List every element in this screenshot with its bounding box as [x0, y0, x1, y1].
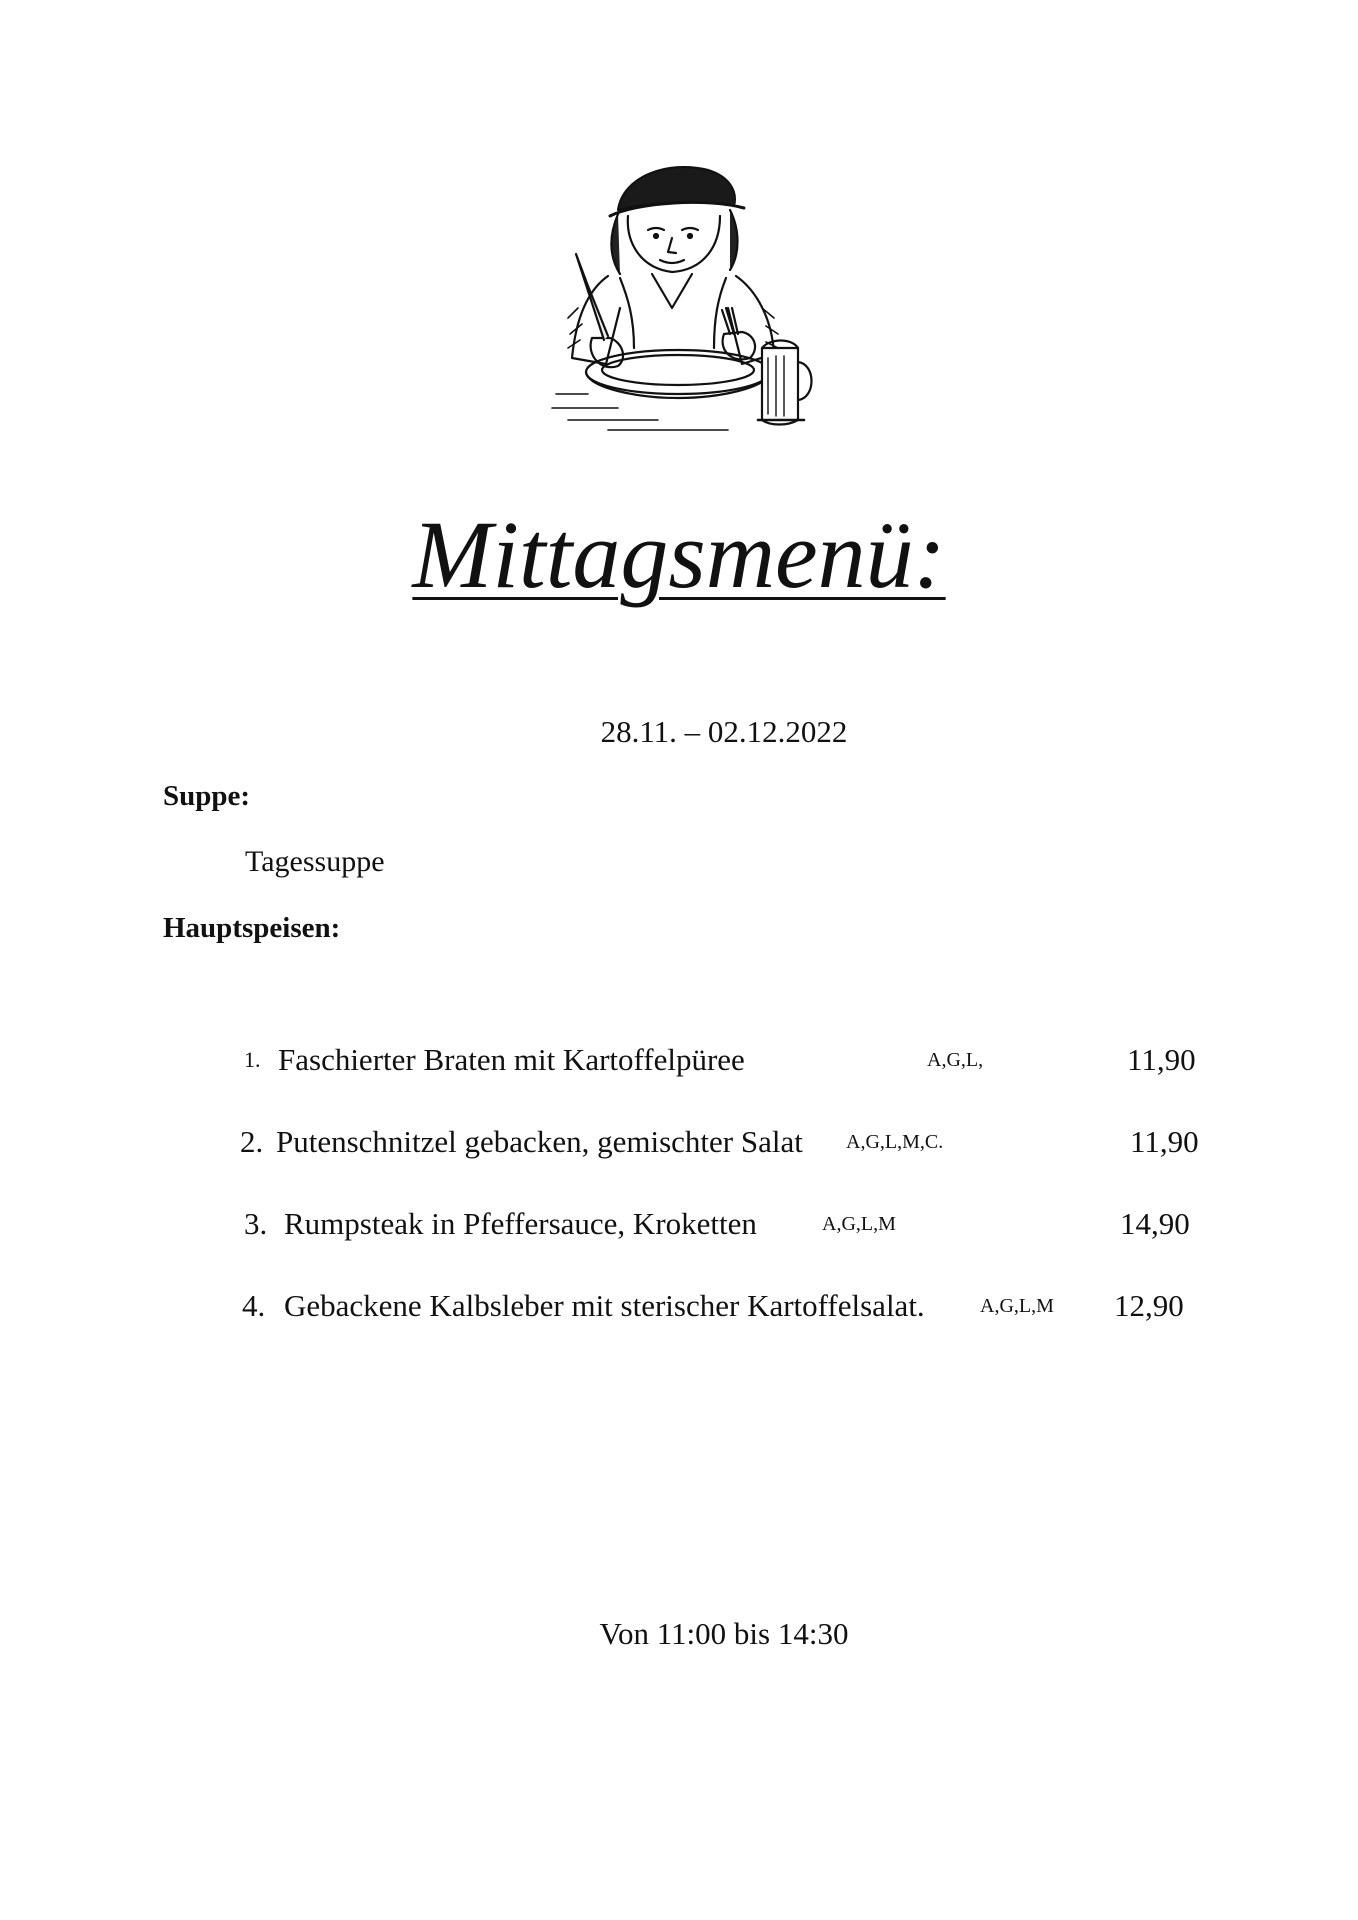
dish-price: 12,90 [1114, 1288, 1184, 1323]
man-eating-illustration [548, 158, 818, 434]
menu-title-text: Mittagsmenü: [412, 501, 946, 608]
dish-row-1 [0, 1038, 1358, 1082]
dish-number: 1. [244, 1047, 261, 1072]
dish-allergens: A,G,L,M [822, 1213, 896, 1235]
mains-heading: Hauptspeisen: [163, 912, 341, 944]
dish-number: 4. [242, 1288, 266, 1323]
soup-item: Tagessuppe [245, 845, 385, 878]
dish-allergens: A,G,L,M,C. [846, 1131, 944, 1153]
dish-row-3 [0, 1202, 1358, 1246]
dish-number: 3. [244, 1206, 268, 1241]
dish-number: 2. [240, 1124, 264, 1159]
dish-row-2 [0, 1120, 1358, 1164]
dish-row-4 [0, 1284, 1358, 1328]
dish-price: 11,90 [1130, 1124, 1199, 1159]
serving-hours: Von 11:00 bis 14:30 [599, 1616, 849, 1651]
date-range: 28.11. – 02.12.2022 [600, 714, 848, 749]
dish-price: 11,90 [1127, 1042, 1196, 1077]
dish-price: 14,90 [1120, 1206, 1190, 1241]
dish-name: Gebackene Kalbsleber mit sterischer Kartoffelsalat. [284, 1288, 925, 1323]
soup-heading: Suppe: [163, 780, 251, 812]
menu-title [0, 500, 1358, 610]
dish-name: Rumpsteak in Pfeffersauce, Kroketten [284, 1206, 757, 1241]
dish-name: Faschierter Braten mit Kartoffelpüree [278, 1042, 745, 1077]
dish-allergens: A,G,L, [927, 1049, 984, 1071]
dish-name: Putenschnitzel gebacken, gemischter Salat [276, 1124, 803, 1159]
dish-allergens: A,G,L,M [980, 1295, 1054, 1317]
